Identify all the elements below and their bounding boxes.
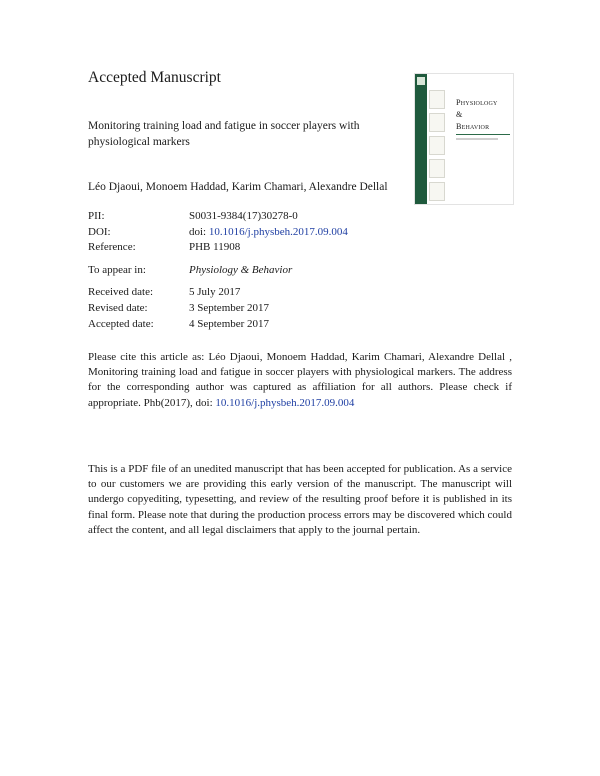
cover-thumbnail-4 (429, 159, 445, 178)
journal-cover-image (414, 73, 514, 205)
appear-value: Physiology & Behavior (189, 264, 293, 276)
citation-doi-link[interactable]: 10.1016/j.physbeh.2017.09.004 (215, 396, 355, 409)
doi-link[interactable]: 10.1016/j.physbeh.2017.09.004 (208, 226, 348, 238)
cover-thumbnail-3 (429, 136, 445, 155)
notice-paragraph: This is a PDF file of an unedited manuscript that has been accepted for publication. As a service to our customers we are providing this early version of the manuscript. The manuscript will undergo copyediting, typesetting, and review of the resulting proof before it is published in its final form. Please note that during the production process errors may be discovered which could affect the content, and all legal disclaimers that apply to the journal pertain. (88, 463, 512, 536)
cover-thumbnail-1 (429, 90, 445, 109)
received-label: Received date: (88, 286, 154, 298)
citation-text: Please cite this article as: Léo Djaoui, Monoem Haddad, Karim Chamari, Alexandre Dellal , Monitoring training load and fatigue in soccer players with physiological markers. The address for the corresponding author was captured as affiliation for all authors. Please check if appropriate. Phb(2017), doi: (88, 351, 512, 409)
cover-thumbnail-5 (429, 182, 445, 201)
doi-prefix: doi: (189, 226, 207, 238)
accepted-label: Accepted date: (88, 318, 154, 330)
cover-rule (456, 134, 510, 135)
cover-subtitle-bar (456, 138, 498, 140)
doi-label: DOI: (88, 226, 111, 238)
article-authors: Léo Djaoui, Monoem Haddad, Karim Chamari, Alexandre Dellal (88, 181, 388, 193)
reference-value: PHB 11908 (189, 241, 241, 253)
revised-value: 3 September 2017 (189, 302, 270, 314)
cover-thumbnail-2 (429, 113, 445, 132)
pii-value: S0031-9384(17)30278-0 (189, 210, 298, 222)
citation-paragraph (88, 350, 512, 411)
appear-label: To appear in: (88, 264, 146, 276)
reference-label: Reference: (88, 241, 136, 253)
publisher-logo-icon (417, 77, 425, 85)
article-title: Monitoring training load and fatigue in soccer players with physiological markers (88, 120, 360, 148)
page-heading: Accepted Manuscript (88, 69, 221, 86)
pii-label: PII: (88, 210, 105, 222)
revised-label: Revised date: (88, 302, 148, 314)
cover-journal-title-line3: Behavior (456, 122, 490, 131)
received-value: 5 July 2017 (189, 286, 241, 298)
accepted-value: 4 September 2017 (189, 318, 270, 330)
doi-value-row (189, 226, 348, 238)
cover-green-strip (415, 74, 427, 204)
cover-journal-title-line2: & (456, 110, 463, 119)
cover-journal-title-line1: Physiology (456, 98, 498, 107)
